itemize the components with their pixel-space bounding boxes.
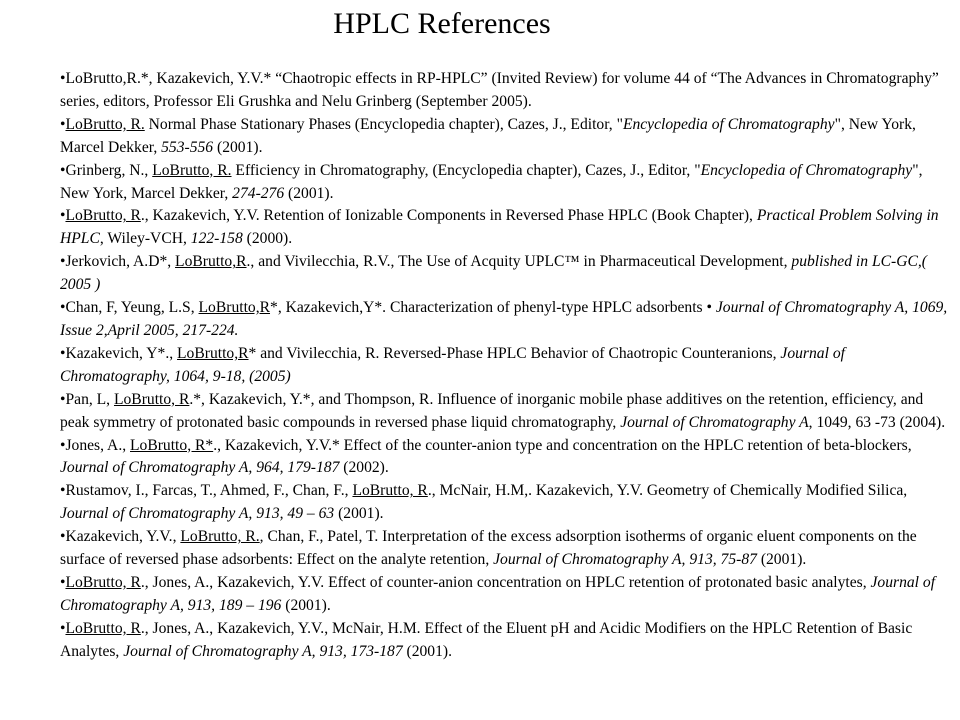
reference-item (60, 435, 948, 481)
reference-text: (2001). (281, 596, 331, 614)
reference-text: *, Kazakevich,Y*. Characterization of phenyl-type HPLC adsorbents • (270, 299, 716, 317)
bullet-icon: • (60, 207, 66, 225)
reference-text: Efficiency in Chromatography, (Encyclopedia chapter), Cazes, J., Editor, " (231, 161, 701, 179)
page-title-text: HPLC References (333, 7, 551, 40)
citation-italic: Journal of Chromatography A, 1069, Issue 2,April 2005, 217-224. (60, 299, 948, 339)
reference-text: ., Jones, A., Kazakevich, Y.V., McNair, H.M. Effect of the Eluent pH and Acidic Modifiers on the HPLC Retention of Basic Analytes, (60, 619, 913, 660)
reference-item (60, 572, 948, 618)
reference-text: Jones, A., (65, 436, 131, 454)
citation-italic: Encyclopedia of Chromatography (700, 161, 913, 179)
citation-italic: Journal of Chromatography A, 913, 75-87 (493, 551, 757, 569)
citation-italic: Journal of Chromatography A, 913, 49 – 63 (60, 505, 335, 523)
citation-italic: Encyclopedia of Chromatography (622, 115, 835, 133)
bullet-icon: • (60, 344, 66, 362)
citation-italic: 122-158 (190, 230, 243, 248)
reference-text: Kazakevich, Y.V., (65, 528, 181, 546)
reference-text: (2001). (756, 551, 807, 569)
reference-text: ., Kazakevich, Y.V. Retention of Ionizable Components in Reversed Phase HPLC (Book Chapter), (140, 207, 757, 225)
bullet-icon: • (60, 161, 66, 179)
author-name-underlined: LoBrutto,R (198, 299, 271, 317)
citation-italic: Practical Problem Solving in HPLC (60, 207, 939, 248)
reference-text: (2000). (242, 230, 293, 248)
reference-item (60, 618, 948, 664)
reference-text: .*, Kazakevich, Y.*, and Thompson, R. Influence of inorganic mobile phase additives on the retention, efficiency, and peak symmetry of protonated basic compounds in reversed phase liquid chromatography, (60, 390, 924, 431)
reference-text: , Chan, F., Patel, T. Interpretation of the excess adsorption isotherms of organic eluent components on the surface of reversed phase adsorbents: Effect on the analyte retention, (60, 528, 917, 569)
reference-text: (2001). (402, 642, 452, 660)
reference-item (60, 389, 948, 435)
reference-text: ", New York, Marcel Dekker, (60, 115, 916, 156)
reference-text: ., Kazakevich, Y.V.* Effect of the counter-anion type and concentration on the HPLC retention of beta-blockers, (213, 436, 912, 454)
reference-item (60, 68, 948, 114)
reference-text: Jerkovich, A.D*, (65, 253, 176, 271)
reference-item (60, 343, 948, 389)
citation-italic: Journal of Chromatography A, 913, 173-187 (123, 642, 403, 660)
bullet-icon: • (60, 482, 66, 500)
reference-list (60, 68, 948, 664)
reference-text: Kazakevich, Y*., (65, 344, 178, 362)
bullet-icon: • (60, 528, 66, 546)
reference-text: , Wiley-VCH, (99, 230, 191, 248)
reference-text: Normal Phase Stationary Phases (Encyclopedia chapter), Cazes, J., Editor, " (144, 115, 623, 133)
reference-text: Pan, L, (65, 390, 114, 408)
reference-text: ., and Vivilecchia, R.V., The Use of Acquity UPLC™ in Pharmaceutical Development, (246, 253, 792, 271)
author-name-underlined: LoBrutto, R (65, 619, 141, 637)
reference-text: ., Jones, A., Kazakevich, Y.V. Effect of counter-anion concentration on HPLC retention of protonated basic analytes, (140, 573, 871, 591)
bullet-icon: • (60, 436, 66, 454)
reference-text: Grinberg, N., (65, 161, 153, 179)
author-name-underlined: LoBrutto, R. (65, 115, 145, 133)
author-name-underlined: LoBrutto, R (113, 390, 190, 408)
bullet-icon: • (60, 299, 66, 317)
citation-italic: Journal of Chromatography A (620, 413, 809, 431)
bullet-icon: • (60, 70, 66, 87)
reference-item (60, 297, 948, 343)
reference-text: (2001). (334, 505, 384, 523)
reference-text: , 1049, 63 -73 (2004). (808, 413, 946, 431)
reference-item (60, 251, 948, 297)
bullet-icon: • (60, 619, 66, 637)
page-title (0, 6, 960, 42)
reference-text: LoBrutto,R.*, Kazakevich, Y.V.* “Chaotropic effects in RP-HPLC” (Invited Review) for volume 44 of “The Advances in Chromatography” series, editors, Professor Eli Grushka and Nelu Grinberg (September 2005). (60, 70, 939, 110)
reference-text: (2002). (339, 459, 389, 477)
reference-item (60, 160, 948, 206)
reference-text: Rustamov, I., Farcas, T., Ahmed, F., Chan, F., (65, 482, 353, 500)
citation-italic: Journal of Chromatography A, 913, 189 – 196 (60, 573, 936, 614)
author-name-underlined: LoBrutto, R (352, 482, 428, 500)
reference-item (60, 526, 948, 572)
reference-text: ., McNair, H.M,. Kazakevich, Y.V. Geometry of Chemically Modified Silica, (427, 482, 908, 500)
citation-italic: published in LC-GC,( 2005 ) (60, 253, 927, 294)
bullet-icon: • (60, 253, 66, 271)
citation-italic: 274-276 (232, 184, 285, 202)
author-name-underlined: LoBrutto, R. (152, 161, 232, 179)
bullet-icon: • (60, 390, 66, 408)
reference-item (60, 480, 948, 526)
bullet-icon: • (60, 115, 66, 133)
reference-text: (2001). (284, 184, 334, 202)
author-name-underlined: LoBrutto, R* (130, 436, 214, 454)
citation-italic: 553-556 (161, 138, 214, 156)
bullet-icon: • (60, 573, 66, 591)
reference-text: Chan, F, Yeung, L.S, (65, 299, 199, 317)
reference-item (60, 114, 948, 160)
reference-text: (2001). (213, 138, 263, 156)
author-name-underlined: LoBrutto,R (177, 344, 249, 362)
citation-italic: Journal of Chromatography, 1064, 9-18, (2005) (60, 344, 845, 385)
reference-text: ", New York, Marcel Dekker, (60, 161, 923, 202)
author-name-underlined: LoBrutto, R (65, 207, 141, 225)
author-name-underlined: LoBrutto,R (175, 253, 247, 271)
author-name-underlined: LoBrutto, R (65, 573, 141, 591)
reference-text: * and Vivilecchia, R. Reversed-Phase HPLC Behavior of Chaotropic Counteranions, (248, 344, 781, 362)
reference-item (60, 205, 948, 251)
author-name-underlined: LoBrutto, R. (180, 528, 260, 546)
citation-italic: Journal of Chromatography A, 964, 179-187 (60, 459, 340, 477)
